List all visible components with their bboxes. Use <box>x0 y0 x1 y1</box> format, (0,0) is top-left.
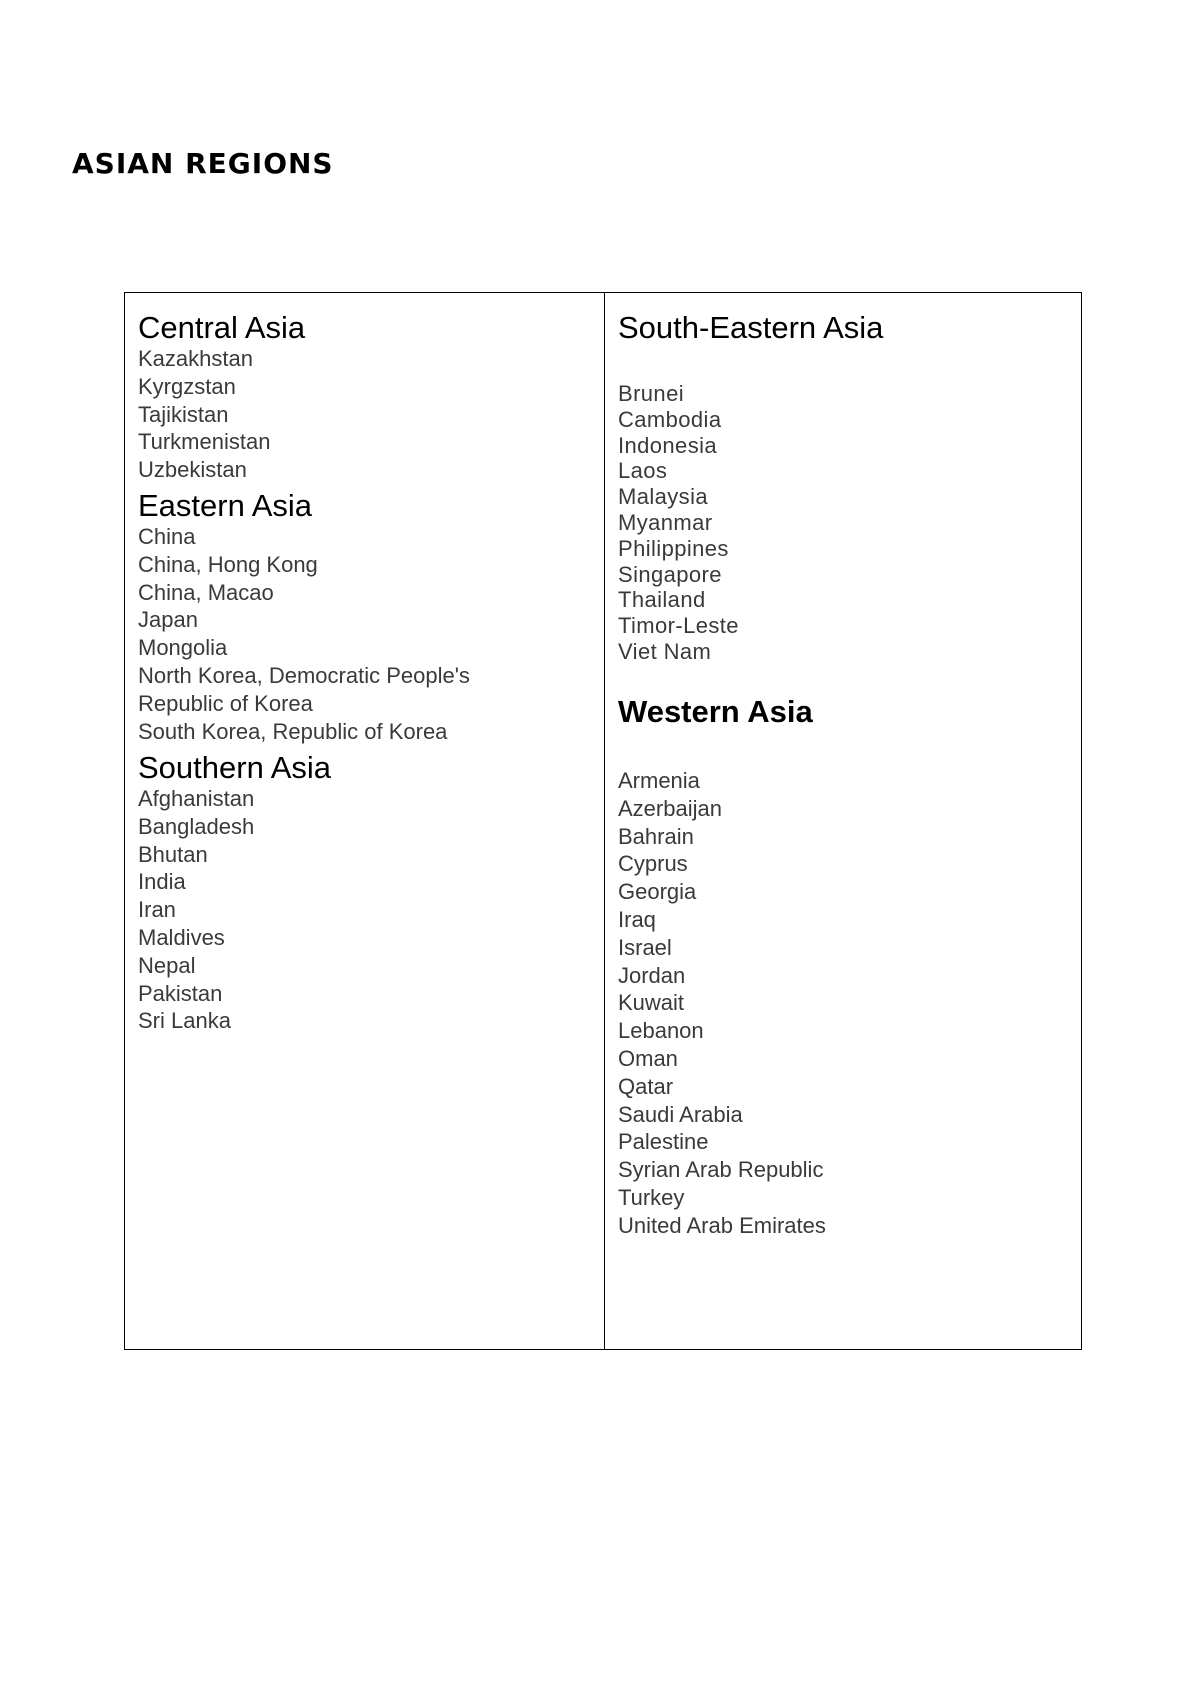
country-item: Lebanon <box>618 1018 704 1044</box>
country-item: Maldives <box>138 924 225 950</box>
country-item: Kyrgzstan <box>138 373 236 399</box>
country-item: North Korea, Democratic People's <box>138 662 470 688</box>
country-item: Laos <box>618 458 668 484</box>
country-item: Myanmar <box>618 509 713 535</box>
country-item: Japan <box>138 607 198 633</box>
country-item: Uzbekistan <box>138 457 247 483</box>
region-western-asia <box>618 695 826 1240</box>
region-heading: Eastern Asia <box>138 488 313 523</box>
country-item: Turkmenistan <box>138 429 271 455</box>
country-list <box>618 767 826 1240</box>
country-item: Kuwait <box>618 990 685 1016</box>
country-item: Afghanistan <box>138 786 255 811</box>
country-item: Sri Lanka <box>138 1008 231 1034</box>
region-heading: Central Asia <box>138 310 306 345</box>
country-item: Iraq <box>618 906 656 932</box>
page-title: ASIAN REGIONS <box>72 147 334 180</box>
country-item: Philippines <box>618 535 729 561</box>
country-item: India <box>138 869 186 895</box>
right-column <box>605 293 1081 1349</box>
country-item: Azerbaijan <box>618 795 722 821</box>
region-central-asia <box>138 311 305 484</box>
country-item: Pakistan <box>138 980 223 1006</box>
country-item: China <box>138 524 196 549</box>
country-list <box>138 785 331 1035</box>
country-item: Bhutan <box>138 841 208 867</box>
region-southern-asia <box>138 751 331 1035</box>
country-item: Nepal <box>138 952 196 978</box>
region-heading: Southern Asia <box>138 750 332 785</box>
country-item: Saudi Arabia <box>618 1101 743 1127</box>
country-item: Indonesia <box>618 432 718 458</box>
country-item: Brunei <box>618 381 684 406</box>
country-item: Malaysia <box>618 484 709 510</box>
country-item: Republic of Korea <box>138 690 313 716</box>
country-list <box>138 523 470 745</box>
country-item: Singapore <box>618 561 722 587</box>
region-heading: Western Asia <box>618 694 813 729</box>
country-item: Cambodia <box>618 406 722 432</box>
country-item: Georgia <box>618 879 697 905</box>
country-item: Syrian Arab Republic <box>618 1157 824 1183</box>
region-heading: South-Eastern Asia <box>618 310 884 345</box>
left-column <box>125 293 605 1349</box>
country-item: Cyprus <box>618 851 688 877</box>
country-item: Bahrain <box>618 823 694 849</box>
country-list <box>138 345 305 484</box>
country-item: Oman <box>618 1045 678 1071</box>
country-item: Thailand <box>618 587 706 613</box>
country-list <box>618 381 883 665</box>
region-south-eastern-asia <box>618 311 883 665</box>
regions-table <box>124 292 1082 1350</box>
region-eastern-asia <box>138 489 470 745</box>
country-item: Iran <box>138 897 176 923</box>
country-item: Qatar <box>618 1073 674 1099</box>
country-item: South Korea, Republic of Korea <box>138 718 448 744</box>
country-item: Israel <box>618 934 672 960</box>
country-item: Armenia <box>618 768 700 793</box>
country-item: Viet Nam <box>618 638 712 664</box>
country-item: China, Hong Kong <box>138 551 318 577</box>
country-item: Jordan <box>618 962 686 988</box>
country-item: Timor-Leste <box>618 613 739 639</box>
country-item: China, Macao <box>138 579 274 605</box>
country-item: Turkey <box>618 1184 685 1210</box>
country-item: Bangladesh <box>138 813 255 839</box>
country-item: Palestine <box>618 1129 709 1155</box>
country-item: Mongolia <box>138 635 228 661</box>
country-item: Kazakhstan <box>138 346 253 371</box>
country-item: Tajikistan <box>138 401 229 427</box>
country-item: United Arab Emirates <box>618 1212 826 1238</box>
